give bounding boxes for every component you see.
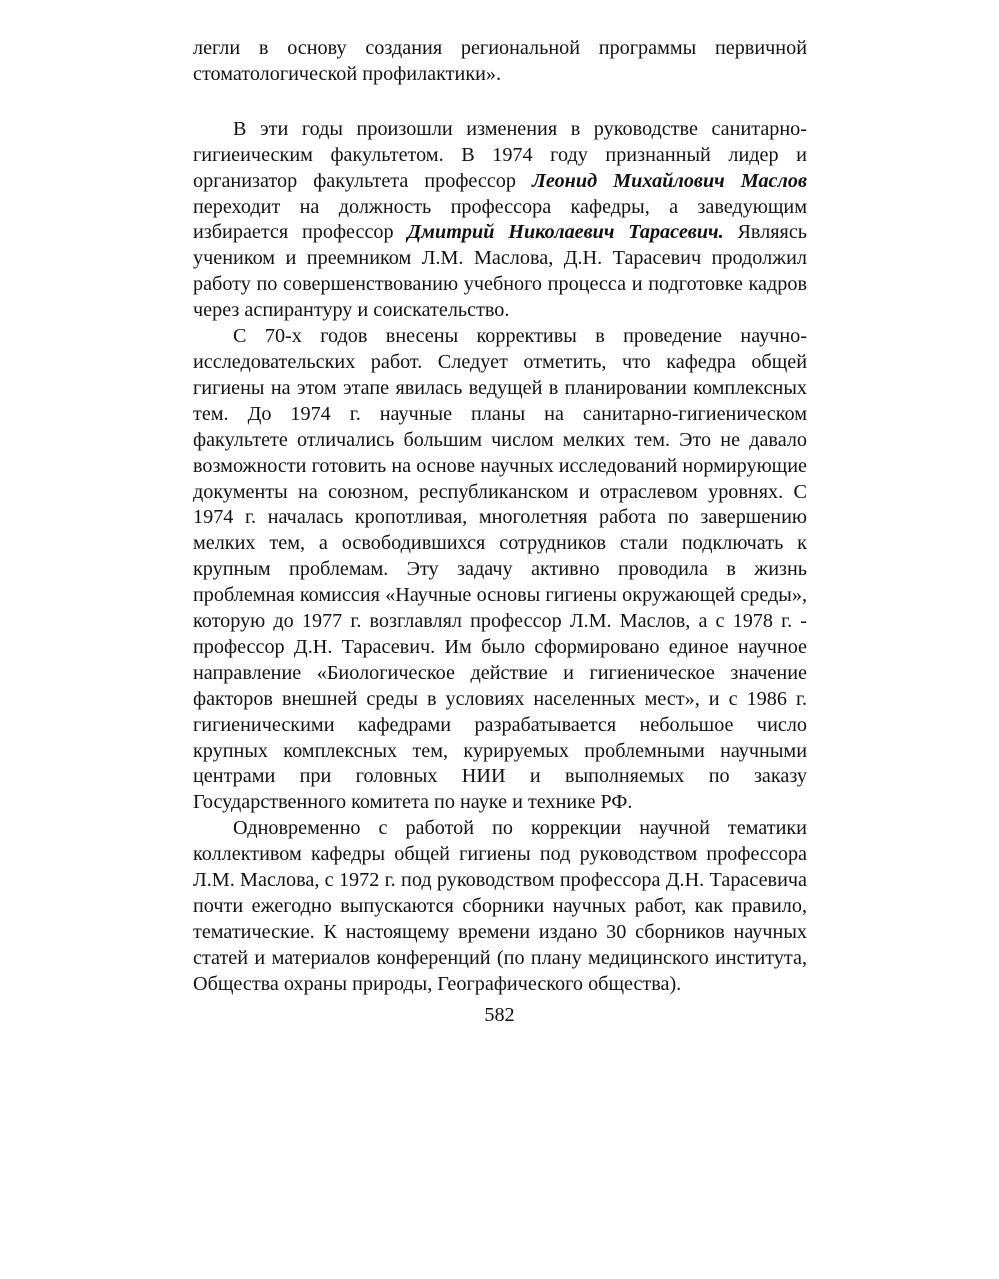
paragraph-4	[193, 816, 807, 997]
paragraph-2-text-a: В эти годы произошли изменения в руководстве санитарно-гигиеическим факультетом. В 1974 году признанный лидер и организатор факультета профессор	[193, 117, 807, 192]
paragraph-1	[193, 36, 807, 88]
paragraph-2-text-b: переходит на должность профессора кафедры, а заведующим избирается профессор	[193, 195, 807, 244]
body-text	[193, 36, 807, 998]
paragraph-3	[193, 324, 807, 816]
paragraph-3-text: С 70-х годов внесены коррективы в проведение научно-исследовательских работ. Следует отметить, что кафедра общей гигиены на этом этапе явилась ведущей в планировании комплексных тем. До 1974 г. научные планы на санитарно-гигиеническом факультете отличались большим числом мелких тем. Это не давало возможности готовить на основе научных исследований нормирующие документы на союзном, республиканском и отраслевом уровнях. С 1974 г. началась кропотливая, многолетняя работа по завершению мелких тем, а освободившихся сотрудников стали подключать к крупным проблемам. Эту задачу активно проводила в жизнь проблемная комиссия «Научные основы гигиены окружающей среды», которую до 1977 г. возглавлял профессор Л.М. Маслов, а с 1978 г. - профессор Д.Н. Тарасевич. Им было сформировано единое научное направление «Биологическое действие и гигиеническое значение факторов внешней среды в условиях населенных мест», и с 1986 г. гигиеническими кафедрами разрабатывается небольшое число крупных комплексных тем, курируемых проблемными научными центрами при головных НИИ и выполняемых по заказу Государственного комитета по науке и технике РФ.	[193, 325, 807, 814]
name-leonid-maslov: Леонид Михайлович Маслов	[532, 169, 807, 192]
page-number: 582	[484, 1004, 515, 1026]
paragraph-2	[193, 117, 807, 324]
paragraph-2-text-c: Являясь учеником и преемником Л.М. Маслова, Д.Н. Тарасевич продолжил работу по совершенствованию учебного процесса и подготовке кадров через аспирантуру и соискательство.	[193, 221, 808, 322]
paragraph-1-text: легли в основу создания региональной программы первичной стоматологической профилактики».	[193, 37, 807, 85]
name-dmitry-tarasevich: Дмитрий Николаевич Тарасевич.	[407, 221, 724, 244]
paragraph-4-text: Одновременно с работой по коррекции научной тематики коллективом кафедры общей гигиены под руководством профессора Л.М. Маслова, с 1972 г. под руководством профессора Д.Н. Тарасевича почти ежегодно выпускаются сборники научных работ, как правило, тематические. К настоящему времени издано 30 сборников научных статей и материалов конференций (по плану медицинского института, Общества охраны природы, Географического общества).	[193, 817, 807, 995]
